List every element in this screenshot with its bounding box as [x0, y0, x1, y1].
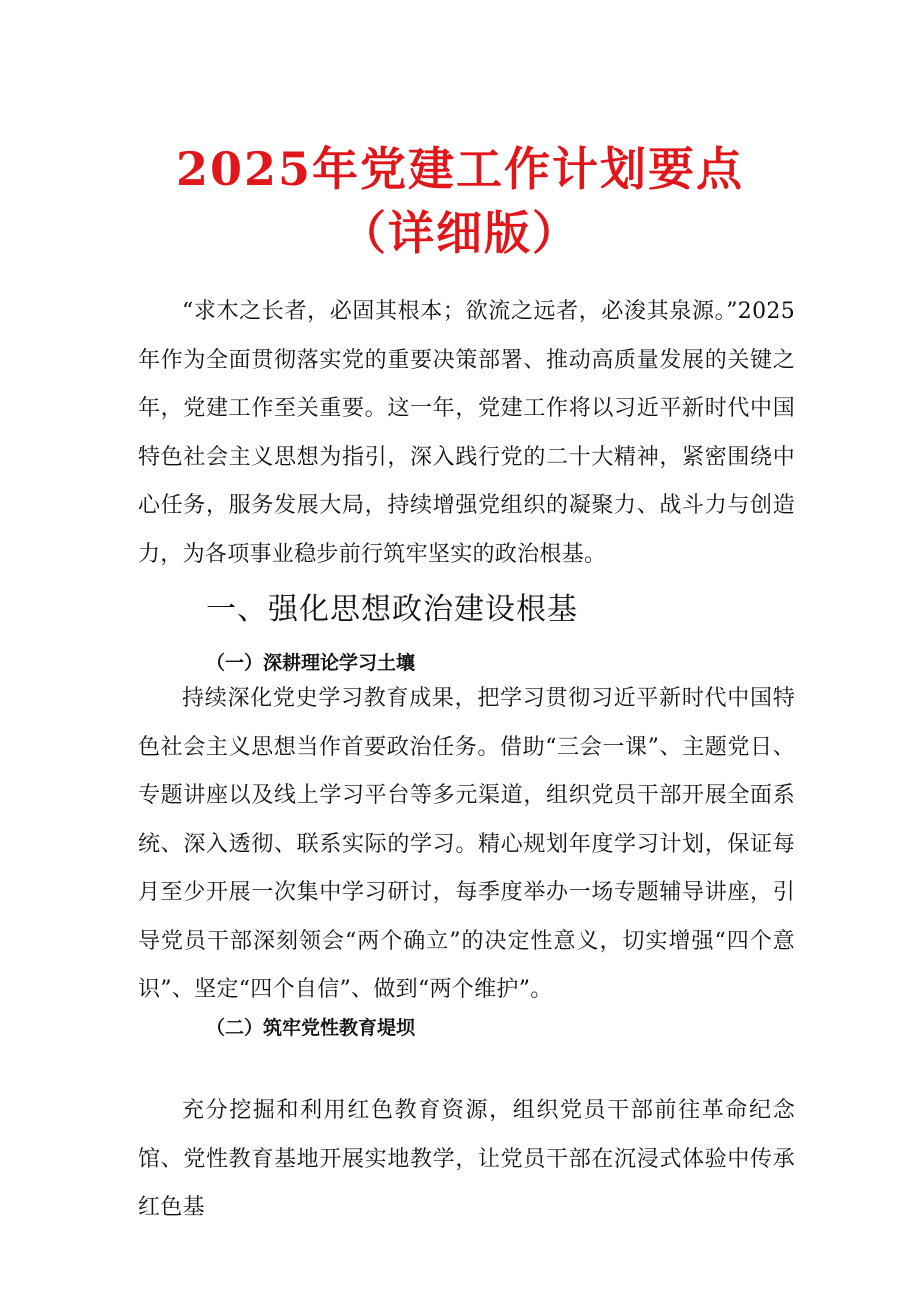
- section-heading-1: 一、强化思想政治建设根基: [206, 592, 578, 627]
- subsection-heading-1-1: （一）深耕理论学习土壤: [206, 652, 416, 674]
- document-title: 2025年党建工作计划要点: [175, 142, 745, 196]
- subsection-paragraph-1-2: 充分挖掘和利用红色教育资源，组织党员干部前往革命纪念馆、党性教育基地开展实地教学，让党员干部在沉浸式体验中传承红色基: [138, 1098, 795, 1220]
- document-subtitle: （详细版）: [340, 206, 580, 260]
- subsection-paragraph-1-1: 持续深化党史学习教育成果，把学习贯彻习近平新时代中国特色社会主义思想当作首要政治任务。借助“三会一课”、主题党日、专题讲座以及线上学习平台等多元渠道，组织党员干部开展全面系统、深入透彻、联系实际的学习。精心规划年度学习计划，保证每月至少开展一次集中学习研讨，每季度举办一场专题辅导讲座，引导党员干部深刻领会“两个确立”的决定性意义，切实增强“四个意识”、坚定“四个自信”、做到“两个维护”。: [138, 686, 795, 1002]
- subsection-heading-1-2: （二）筑牢党性教育堤坝: [206, 1017, 416, 1039]
- intro-paragraph: “求木之长者，必固其根本；欲流之远者，必浚其泉源。”2025年作为全面贯彻落实党的重要决策部署、推动高质量发展的关键之年，党建工作至关重要。这一年，党建工作将以习近平新时代中国特色社会主义思想为指引，深入践行党的二十大精神，紧密围绕中心任务，服务发展大局，持续增强党组织的凝聚力、战斗力与创造力，为各项事业稳步前行筑牢坚实的政治根基。: [138, 299, 795, 567]
